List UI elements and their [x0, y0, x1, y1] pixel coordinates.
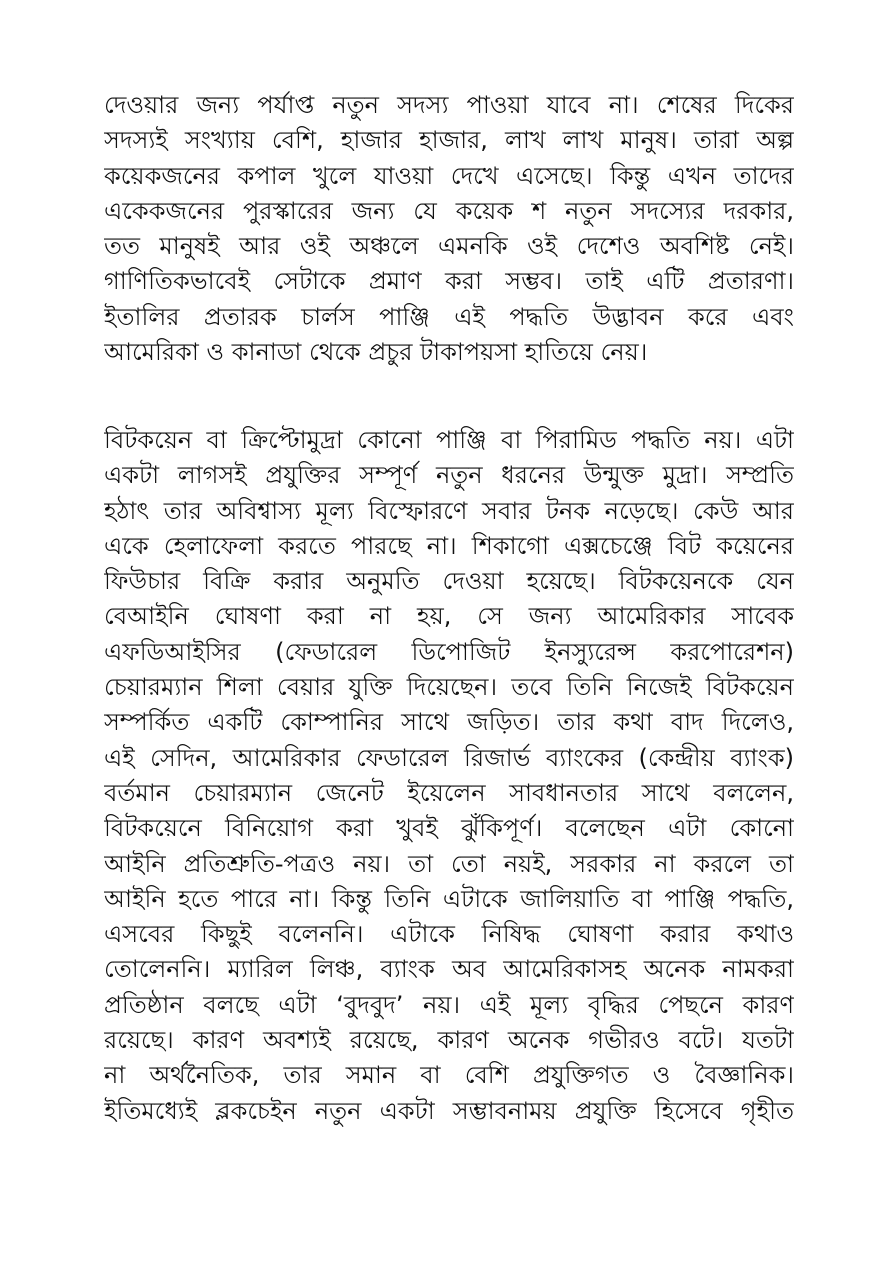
- text-line: চেয়ারম্যান শিলা বেয়ার যুক্তি দিয়েছেন। তবে তিনি নিজেই বিটকয়েন: [104, 673, 794, 702]
- text-line: বিটকয়েনে বিনিয়োগ করা খুবই ঝুঁকিপূর্ণ। বলেছেন এটা কোনো: [104, 814, 794, 843]
- text-line: গাণিতিকভাবেই সেটাকে প্রমাণ করা সম্ভব। তাই এটি প্রতারণা।: [104, 267, 794, 296]
- text-line: বেআইনি ঘোষণা করা না হয়, সে জন্য আমেরিকার সাবেক: [104, 602, 794, 631]
- text-line: ফিউচার বিক্রি করার অনুমতি দেওয়া হয়েছে। বিটকয়েনকে যেন: [104, 567, 794, 596]
- text-line: হঠাৎ তার অবিশ্বাস্য মূল্য বিস্ফোরণে সবার টনক নড়েছে। কেউ আর: [104, 496, 794, 525]
- text-line: তত মানুষই আর ওই অঞ্চলে এমনকি ওই দেশেও অবশিষ্ট নেই।: [104, 232, 794, 261]
- text-line: সম্পর্কিত একটি কোম্পানির সাথে জড়িত। তার কথা বাদ দিলেও,: [104, 708, 794, 737]
- text-line: তোলেননি। ম্যারিল লিঞ্চ, ব্যাংক অব আমেরিকাসহ অনেক নামকরা: [104, 955, 794, 984]
- text-line: রয়েছে। কারণ অবশ্যই রয়েছে, কারণ অনেক গভীরও বটে। যতটা: [104, 1026, 794, 1055]
- text-line: না অর্থনৈতিক, তার সমান বা বেশি প্রযুক্তিগত ও বৈজ্ঞানিক।: [104, 1061, 794, 1090]
- text-line: একটা লাগসই প্রযুক্তির সম্পূর্ণ নতুন ধরনের উন্মুক্ত মুদ্রা। সম্প্রতি: [104, 461, 794, 490]
- text-line: প্রতিষ্ঠান বলছে এটা ‘বুদবুদ’ নয়। এই মূল্য বৃদ্ধির পেছনে কারণ: [104, 990, 794, 1019]
- paragraph-bitcoin: [104, 423, 794, 1129]
- text-line: আমেরিকা ও কানাডা থেকে প্রচুর টাকাপয়সা হাতিয়ে নেয়।: [104, 338, 648, 367]
- text-line: বর্তমান চেয়ারম্যান জেনেট ইয়েলেন সাবধানতার সাথে বললেন,: [104, 778, 794, 807]
- text-line: সদস্যই সংখ্যায় বেশি, হাজার হাজার, লাখ লাখ মানুষ। তারা অল্প: [104, 126, 794, 155]
- text-line: একেকজনের পুরস্কারের জন্য যে কয়েক শ নতুন সদস্যের দরকার,: [104, 196, 794, 225]
- text-line: আইনি প্রতিশ্রুতি-পত্রও নয়। তা তো নয়ই, সরকার না করলে তা: [104, 849, 794, 878]
- text-line: ইতিমধ্যেই ব্লকচেইন নতুন একটা সম্ভাবনাময় প্রযুক্তি হিসেবে গৃহীত: [104, 1096, 794, 1125]
- text-line: এফডিআইসির (ফেডারেল ডিপোজিট ইনস্যুরেন্স করপোরেশন): [104, 637, 794, 666]
- text-line: ইতালির প্রতারক চার্লস পাঞ্জি এই পদ্ধতি উদ্ভাবন করে এবং: [104, 302, 794, 331]
- paragraph-ponzi-scheme: [104, 88, 794, 370]
- text-line: এই সেদিন, আমেরিকার ফেডারেল রিজার্ভ ব্যাংকের (কেন্দ্রীয় ব্যাংক): [104, 743, 794, 772]
- text-line: দেওয়ার জন্য পর্যাপ্ত নতুন সদস্য পাওয়া যাবে না। শেষের দিকের: [104, 91, 794, 119]
- text-line: কয়েকজনের কপাল খুলে যাওয়া দেখে এসেছে। কিন্তু এখন তাদের: [104, 161, 794, 190]
- text-line: এসবের কিছুই বলেননি। এটাকে নিষিদ্ধ ঘোষণা করার কথাও: [104, 920, 794, 949]
- text-line: একে হেলাফেলা করতে পারছে না। শিকাগো এক্সচেঞ্জে বিট কয়েনের: [104, 531, 794, 560]
- text-line: আইনি হতে পারে না। কিন্তু তিনি এটাকে জালিয়াতি বা পাঞ্জি পদ্ধতি,: [104, 884, 794, 913]
- text-line: বিটকয়েন বা ক্রিপ্টোমুদ্রা কোনো পাঞ্জি বা পিরামিড পদ্ধতি নয়। এটা: [104, 426, 794, 454]
